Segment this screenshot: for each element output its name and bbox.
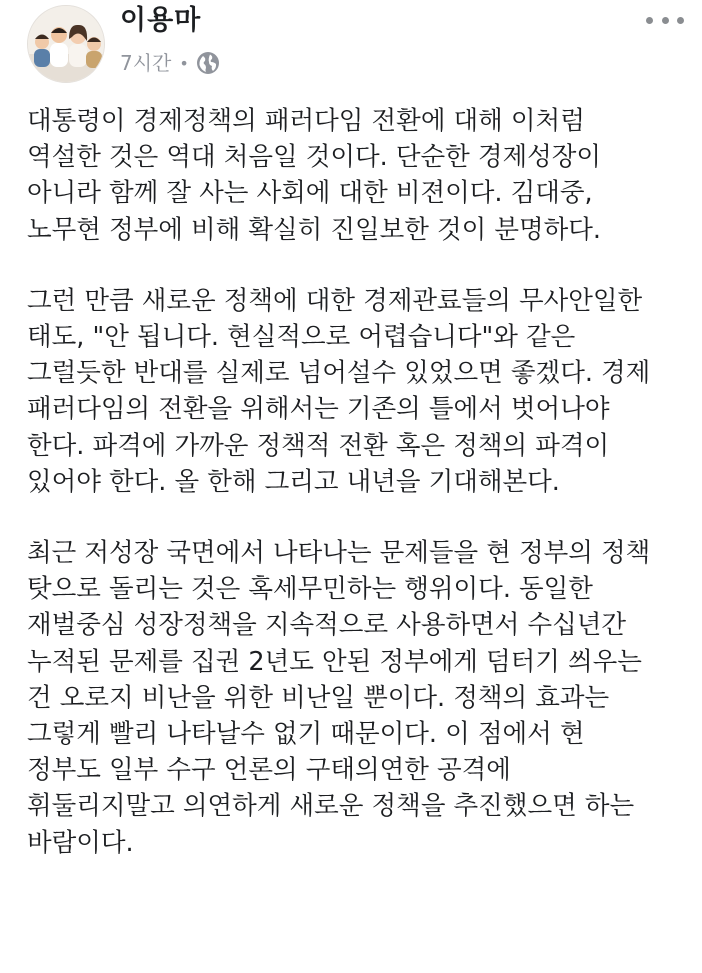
text-line: 있어야 한다. 올 한해 그리고 내년을 기대해본다. bbox=[27, 466, 560, 497]
author-name[interactable]: 이용마 bbox=[120, 5, 202, 36]
avatar-family-photo bbox=[28, 6, 105, 83]
meta-separator: • bbox=[179, 53, 189, 73]
post-body bbox=[27, 103, 687, 896]
text-line: 재벌중심 성장정책을 지속적으로 사용하면서 수십년간 bbox=[27, 610, 626, 641]
text-line: 아니라 함께 잘 사는 사회에 대한 비젼이다. 김대중, bbox=[27, 178, 593, 209]
text-line: 탓으로 돌리는 것은 혹세무민하는 행위이다. 동일한 bbox=[27, 574, 593, 605]
text-line: 패러다임의 전환을 위해서는 기존의 틀에서 벗어나야 bbox=[27, 394, 610, 425]
more-dot bbox=[646, 17, 653, 24]
post-header bbox=[0, 0, 702, 100]
text-line: 휘둘리지말고 의연하게 새로운 정책을 추진했으면 하는 bbox=[27, 791, 635, 822]
text-line: 그런 만큼 새로운 정책에 대한 경제관료들의 무사안일한 bbox=[27, 285, 643, 316]
text-line: 정부도 일부 수구 언론의 구태의연한 공격에 bbox=[27, 755, 511, 786]
more-dot bbox=[662, 17, 669, 24]
text-line: 바람이다. bbox=[27, 827, 134, 858]
text-line: 그럴듯한 반대를 실제로 넘어설수 있었으면 좋겠다. 경제 bbox=[27, 358, 651, 389]
text-line: 대통령이 경제정책의 패러다임 전환에 대해 이처럼 bbox=[27, 106, 585, 136]
more-dot bbox=[677, 17, 684, 24]
text-line: 건 오로지 비난을 위한 비난일 뿐이다. 정책의 효과는 bbox=[27, 682, 610, 713]
text-line: 한다. 파격에 가까운 정책적 전환 혹은 정책의 파격이 bbox=[27, 430, 610, 461]
more-horizontal-icon[interactable] bbox=[646, 10, 684, 30]
text-line: 그렇게 빨리 나타날수 없기 때문이다. 이 점에서 현 bbox=[27, 719, 585, 750]
text-line: 역설한 것은 역대 처음일 것이다. 단순한 경제성장이 bbox=[27, 142, 602, 173]
avatar[interactable] bbox=[27, 5, 105, 83]
paragraph bbox=[27, 283, 687, 500]
text-line: 최근 저성장 국면에서 나타나는 문제들을 현 정부의 정책 bbox=[27, 538, 651, 569]
text-line: 노무현 정부에 비해 확실히 진일보한 것이 분명하다. bbox=[27, 214, 602, 245]
paragraph bbox=[27, 103, 687, 248]
timestamp[interactable]: 7시간 bbox=[120, 51, 172, 75]
globe-icon bbox=[196, 51, 220, 75]
text-line: 누적된 문제를 집권 2년도 안된 정부에게 덤터기 씌우는 bbox=[27, 646, 642, 677]
text-line: 태도, "안 됩니다. 현실적으로 어렵습니다"와 같은 bbox=[27, 322, 576, 353]
paragraph bbox=[27, 535, 687, 861]
post-meta bbox=[120, 49, 220, 77]
